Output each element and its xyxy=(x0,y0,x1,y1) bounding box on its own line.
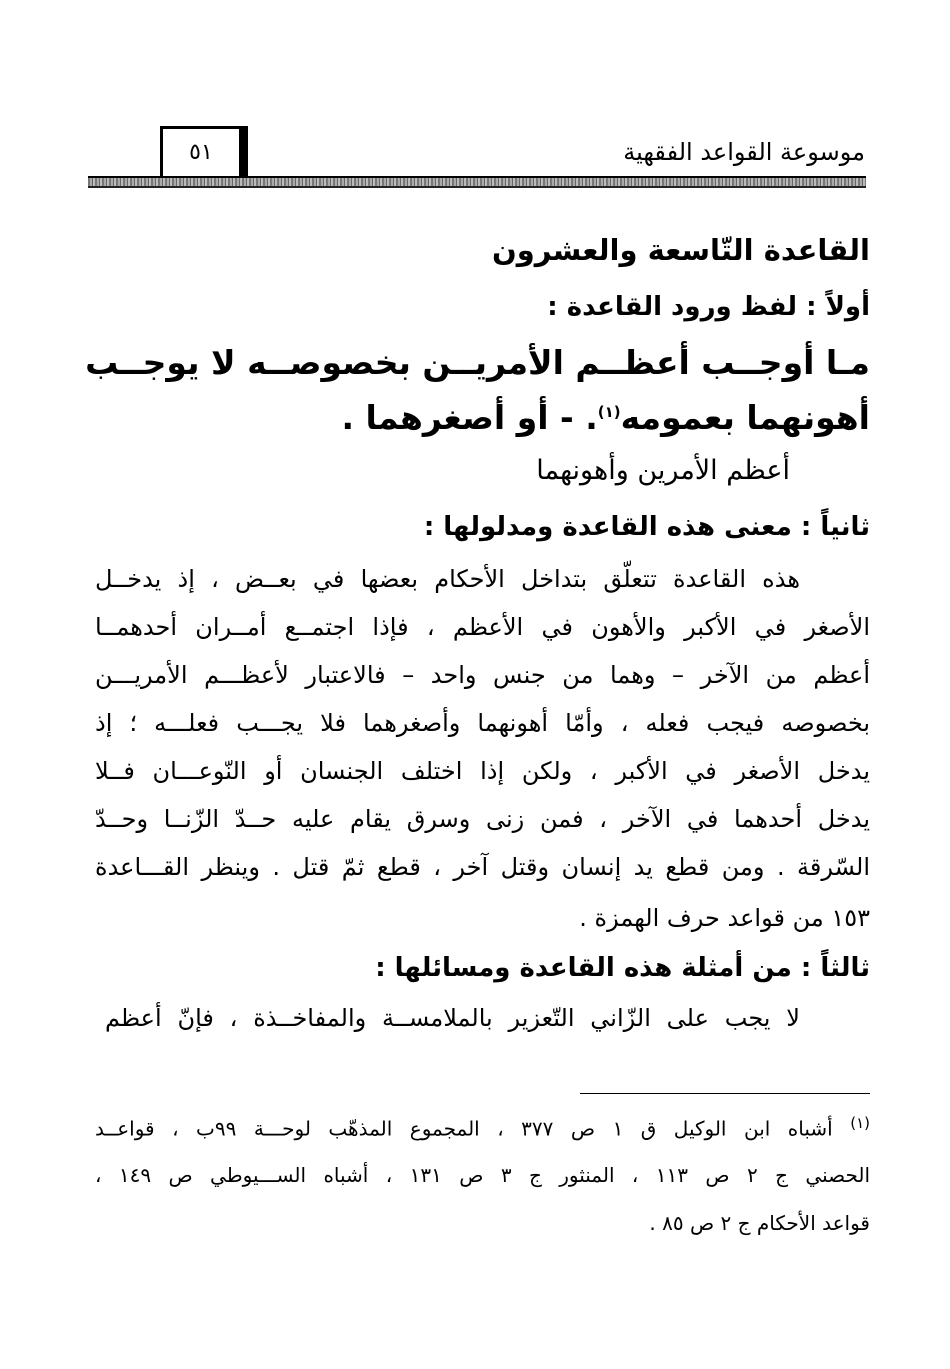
footnote-text: أشباه ابن الوكيل ق ١ ص ٣٧٧ ، المجموع المذهّب لوحـــة ٩٩ب ، قواعــد xyxy=(95,1116,833,1141)
meaning-line: أعظم من الآخر – وهما من جنس واحد – فالاعتبار لأعظـــم الأمريـــن xyxy=(95,661,870,689)
footnote-line xyxy=(95,1114,870,1141)
footnote-line: الحصني ج ٢ ص ١١٣ ، المنثور ج ٣ ص ١٣١ ، أشباه الســـيوطي ص ١٤٩ ، xyxy=(95,1163,871,1187)
meaning-line: الأصغر في الأكبر والأهون في الأعظم ، فإذا اجتمــع أمــران أحدهمــا xyxy=(95,613,870,641)
meaning-line: يدخل الأصغر في الأكبر ، ولكن إذا اختلف الجنسان أو النّوعـــان فــلا xyxy=(95,757,870,785)
rule-text-line-1: مـا أوجــب أعظــم الأمريــن بخصوصــه لا يوجــب xyxy=(85,343,870,382)
rule-text-part-a: أهونهما بعمومه xyxy=(620,398,870,437)
footnote-marker: (١) xyxy=(850,1114,871,1132)
rule-text-part-b: . - أو أصغرهما . xyxy=(341,398,598,437)
footnote-line: قواعد الأحكام ج ٢ ص ٨٥ . xyxy=(649,1211,870,1235)
section-title-meaning: ثانياً : معنى هذه القاعدة ومدلولها : xyxy=(423,512,870,542)
rule-heading: القاعدة التّاسعة والعشرون xyxy=(491,233,870,267)
footnote-separator xyxy=(580,1093,870,1094)
running-header-title: موسوعة القواعد الفقهية xyxy=(623,138,865,166)
section-title-examples: ثالثاً : من أمثلة هذه القاعدة ومسائلها : xyxy=(375,953,870,983)
meaning-line: السّرقة . ومن قطع يد إنسان وقتل آخر ، قطع ثمّ قتل . وينظر القـــاعدة xyxy=(95,853,870,881)
examples-line: لا يجب على الزّاني التّعزير بالملامســة والمفاخــذة ، فإنّ أعظم xyxy=(105,1004,800,1032)
header-rule xyxy=(88,176,866,188)
rule-text-line-2 xyxy=(341,398,870,437)
meaning-line: يدخل أحدهما في الآخر ، فمن زنى وسرق يقام عليه حــدّ الزّنــا وحــدّ xyxy=(95,805,870,833)
meaning-line: ١٥٣ من قواعد حرف الهمزة . xyxy=(579,904,870,932)
page-number: ٥١ xyxy=(189,140,213,165)
meaning-line: بخصوصه فيجب فعله ، وأمّا أهونهما وأصغرهما فلا يجـــب فعلـــه ؛ إذ xyxy=(95,709,870,737)
footnote-ref[interactable]: (١) xyxy=(597,403,621,421)
meaning-line: هذه القاعدة تتعلّق بتداخل الأحكام بعضها في بعــض ، إذ يدخــل xyxy=(95,565,800,593)
alternate-wording: أعظم الأمرين وأهونهما xyxy=(536,455,790,486)
section-title-wording: أولاً : لفظ ورود القاعدة : xyxy=(547,292,870,322)
page-number-box xyxy=(160,126,242,178)
